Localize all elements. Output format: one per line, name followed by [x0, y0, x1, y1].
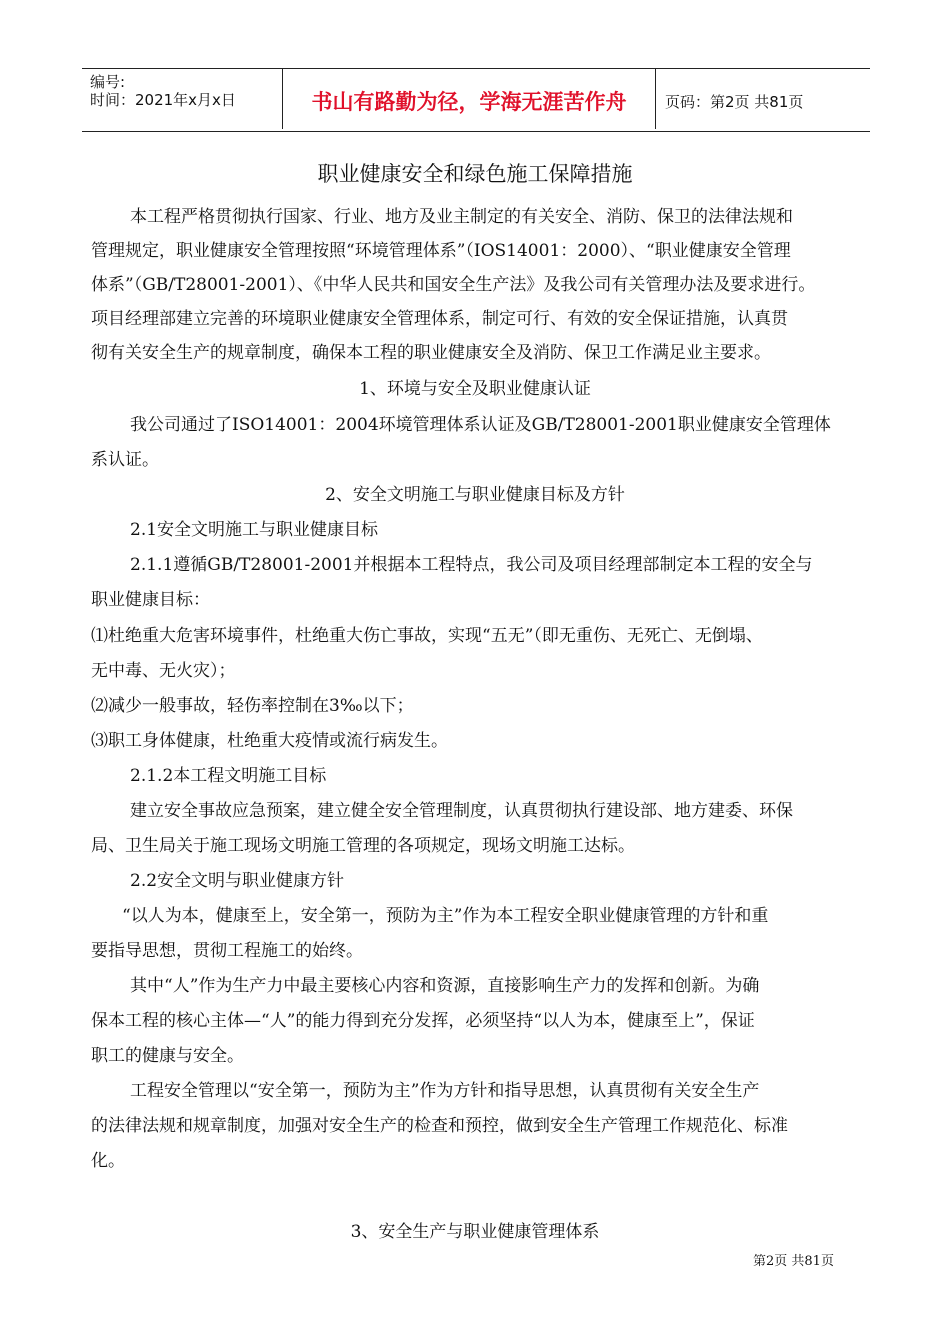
paragraph-line: 其中“人”作为生产力中最主要核心内容和资源，直接影响生产力的发挥和创新。为确	[130, 976, 760, 996]
list-item-line: ⑵减少一般事故，轻伤率控制在3‰以下；	[91, 696, 414, 716]
header-motto-cell	[282, 69, 656, 129]
header-page-code: 页码：第2页 共81页	[665, 93, 804, 111]
subsection-heading: 2.2安全文明与职业健康方针	[130, 871, 345, 891]
paragraph-line: 职业健康目标：	[91, 590, 210, 610]
page-footer: 第2页 共81页	[753, 1254, 834, 1269]
paragraph-line: “以人为本，健康至上，安全第一，预防为主”作为本工程安全职业健康管理的方针和重	[122, 906, 769, 926]
paragraph-line: 彻有关安全生产的规章制度，确保本工程的职业健康安全及消防、保卫工作满足业主要求。	[91, 343, 771, 363]
document-time-label: 时间：2021年x月x日	[90, 91, 236, 109]
section-heading: 3、安全生产与职业健康管理体系	[350, 1222, 600, 1242]
paragraph-line: 体系”（GB/T28001-2001）、《中华人民共和国安全生产法》及我公司有关管理办法及要求进行。	[91, 275, 816, 295]
header-table	[82, 68, 870, 132]
list-item-line: ⑴杜绝重大危害环境事件，杜绝重大伤亡事故，实现“五无”（即无重伤、无死亡、无倒塌、	[91, 626, 763, 646]
document-code-label: 编号:	[90, 73, 126, 91]
paragraph-line: 职工的健康与安全。	[91, 1046, 244, 1066]
section-heading: 1、环境与安全及职业健康认证	[359, 379, 591, 399]
paragraph-line: 要指导思想，贯彻工程施工的始终。	[91, 941, 363, 961]
paragraph-line: 本工程严格贯彻执行国家、行业、地方及业主制定的有关安全、消防、保卫的法律法规和	[130, 207, 793, 227]
subsection-heading: 2.1安全文明施工与职业健康目标	[130, 520, 379, 540]
list-item-line: ⑶职工身体健康，杜绝重大疫情或流行病发生。	[91, 731, 448, 751]
document-title: 职业健康安全和绿色施工保障措施	[317, 162, 633, 186]
header-info-cell	[82, 69, 282, 129]
paragraph-line: 项目经理部建立完善的环境职业健康安全管理体系，制定可行、有效的安全保证措施，认真贯	[91, 309, 788, 329]
paragraph-line: 工程安全管理以“安全第一，预防为主”作为方针和指导思想，认真贯彻有关安全生产	[130, 1081, 760, 1101]
paragraph-line: 局、卫生局关于施工现场文明施工管理的各项规定，现场文明施工达标。	[91, 836, 635, 856]
section-heading: 2、安全文明施工与职业健康目标及方针	[325, 485, 625, 505]
header-page-cell	[655, 69, 870, 129]
paragraph-line: 系认证。	[91, 450, 159, 470]
paragraph-line: 2.1.1遵循GB/T28001-2001并根据本工程特点，我公司及项目经理部制定本工程的安全与	[130, 555, 813, 575]
subsection-heading: 2.1.2本工程文明施工目标	[130, 766, 327, 786]
paragraph-line: 化。	[91, 1151, 125, 1171]
paragraph-line: 保本工程的核心主体—“人”的能力得到充分发挥，必须坚持“以人为本，健康至上”，保证	[91, 1011, 755, 1031]
paragraph-line: 建立安全事故应急预案，建立健全安全管理制度，认真贯彻执行建设部、地方建委、环保	[130, 801, 793, 821]
paragraph-line: 管理规定，职业健康安全管理按照“环境管理体系”（IOS14001：2000）、“职业健康安全管理	[91, 241, 791, 261]
list-item-line: 无中毒、无火灾）；	[91, 661, 236, 681]
header-motto: 书山有路勤为径，学海无涯苦作舟	[311, 90, 627, 114]
paragraph-line: 我公司通过了ISO14001：2004环境管理体系认证及GB/T28001-2001职业健康安全管理体	[130, 415, 831, 435]
paragraph-line: 的法律法规和规章制度，加强对安全生产的检查和预控，做到安全生产管理工作规范化、标准	[91, 1116, 788, 1136]
